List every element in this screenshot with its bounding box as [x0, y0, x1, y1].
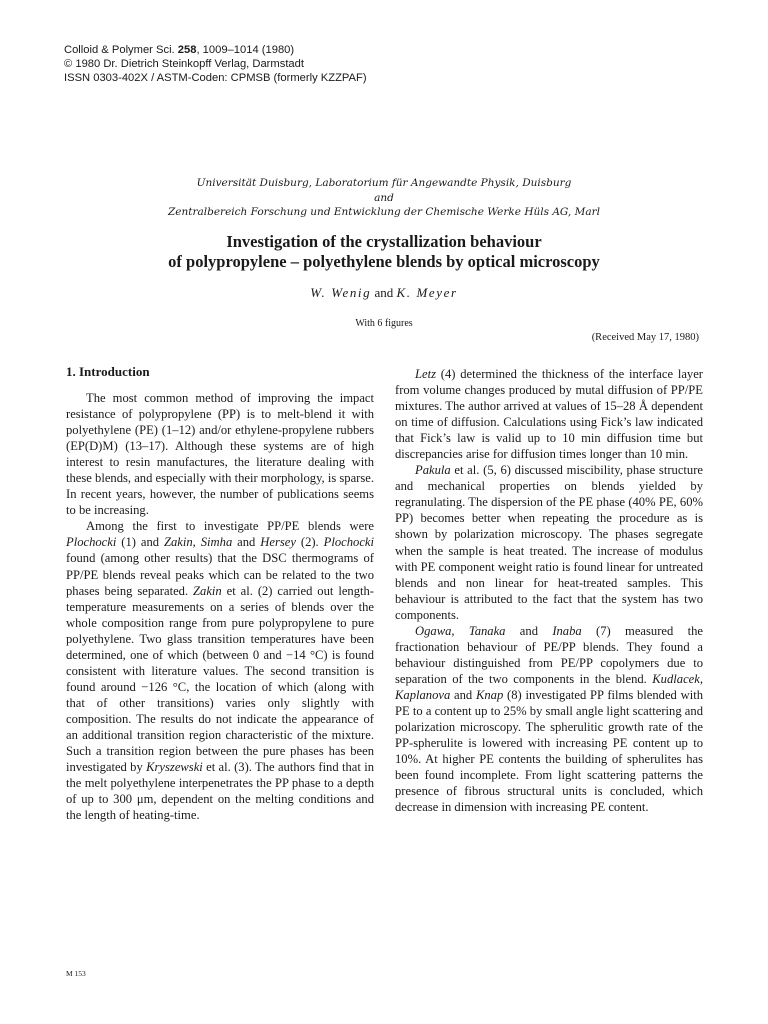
cite-zakin: Zakin [193, 583, 222, 598]
cite-ogawa-tanaka: Ogawa, Tanaka [415, 623, 506, 638]
cite-knap: Knap [475, 687, 504, 702]
affiliation-line-1: Universität Duisburg, Laboratorium für Angewandte Physik, Duisburg [196, 177, 572, 189]
right-column [395, 366, 703, 815]
authors [0, 285, 768, 301]
cite-inaba: Inaba [552, 623, 582, 638]
copyright-line: © 1980 Dr. Dietrich Steinkopff Verlag, Darmstadt [64, 58, 304, 70]
journal-citation [64, 43, 367, 57]
paper-title [0, 232, 768, 272]
right-paragraph-3: Ogawa, Tanaka and Inaba (7) measured the fractionation behaviour of PE/PP blends. They found a behaviour distinguished from PE/PP copolymers due to separation of the two components in the blend. Kudlacek, Kaplanova and Knap (8) investigated PP films blended with PE to a content up to 25% by small angle light scattering and polarization microscopy. The spherulitic growth rate of the PP-spherulite is lowered with increasing PE content up to 10%. At higher PE contents the building of spherulites has been found incomplete. From light scattering patterns the presence of fibrous structural units is concluded, which decrease in dimension with increasing PE content. [395, 623, 703, 815]
journal-name: Colloid & Polymer Sci. [64, 44, 175, 56]
affiliation-and: and [374, 191, 394, 204]
received-date: (Received May 17, 1980) [591, 332, 699, 343]
figures-note: With 6 figures [355, 318, 413, 329]
section-heading: 1. Introduction [66, 364, 150, 379]
cite-kryszewski: Kryszewski [146, 760, 203, 775]
cite-kudlacek-kaplanova: Kudlacek, Kaplanova [395, 671, 703, 702]
journal-pages-year: , 1009–1014 (1980) [196, 44, 295, 56]
title-line-2: of polypropylene – polyethylene blends by optical microscopy [168, 252, 600, 271]
cite-letz: Letz [415, 367, 436, 381]
journal-volume: 258 [177, 44, 197, 56]
affiliation-line-2: Zentralbereich Forschung und Entwicklung der Chemische Werke Hüls AG, Marl [167, 206, 600, 219]
page-footer-code: M 153 [66, 969, 86, 978]
cite-hersey: Hersey [260, 535, 296, 550]
intro-paragraph-2: Among the first to investigate PP/PE blends were Plochocki (1) and Zakin, Simha and Hersey (2). Plochocki found (among other results) that the DSC thermograms of PP/PE blends reveal peaks which can be related to the two phases being separated. Zakin et al. (2) carried out length-temperature measurements on a series of blends over the whole composition range from pure polypropylene to pure polyethylene. Two glass transition temperatures have been determined, one of which (between 0 and −14 °C) is found consistent with literature values. The second transition is found around −126 °C, the location of which (along with that of other transitions) varies only slightly with composition. The results do not indicate the appearance of an additional transition region characteristic of the mixture. Such a transition region between the pure phases has been investigated by Kryszewski et al. (3). The authors find that in the melt polyethylene interpenetrates the PP phase to a depth of up to 300 μm, dependent on the melting conditions and the length of heating-time. [66, 519, 374, 823]
journal-header [64, 43, 367, 85]
affiliation [0, 176, 768, 220]
authors-and: and [374, 285, 394, 300]
issn-line: ISSN 0303-402X / ASTM-Coden: CPMSB (formerly KZZPAF) [64, 72, 367, 84]
cite-plochocki-2: Plochocki [323, 535, 374, 550]
author-1: W. Wenig [310, 285, 372, 300]
cite-plochocki: Plochocki [66, 535, 117, 550]
right-paragraph-1: Letz (4) determined the thickness of the interface layer from volume changes produced by mutal diffusion of PP/PE mixtures. The author arrived at values of 15–28 Å dependent on time of diffusion. Calculations using Fick’s law indicated that Fick’s law is valid up to 10 min diffusion time but discrepancies arise for diffusion times longer than 10 min. [395, 367, 703, 462]
author-2: K. Meyer [396, 285, 458, 300]
title-line-1: Investigation of the crystallization behaviour [226, 232, 542, 251]
cite-pakula: Pakula [415, 463, 451, 478]
right-paragraph-2: Pakula et al. (5, 6) discussed miscibility, phase structure and mechanical properties on blends yielded by regranulating. The dispersion of the PE phase (40% PE, 60% PP) becomes better when repeating the procedure as is shown by polarization microscopy. The phases segregate when the sample is heat treated. The increase of modulus with PE component weight ratio is found linear for untreated blends and non linear for heat-treated samples. This behaviour is attributed to the fact that the system has two components. [395, 463, 703, 622]
left-column [66, 364, 374, 823]
cite-zakin-simha: Zakin, Simha [164, 535, 233, 550]
intro-paragraph-1: The most common method of improving the impact resistance of polypropylene (PP) is to melt-blend it with polyethylene (PE) (1–12) and/or ethylene-propylene rubbers (EP(D)M) (13–17). Although these systems are of high interest to resin manufactures, the literature dealing with these blends, and especially with their morphology, is sparse. In recent years, however, the number of publications seems to be increasing. [66, 391, 375, 518]
